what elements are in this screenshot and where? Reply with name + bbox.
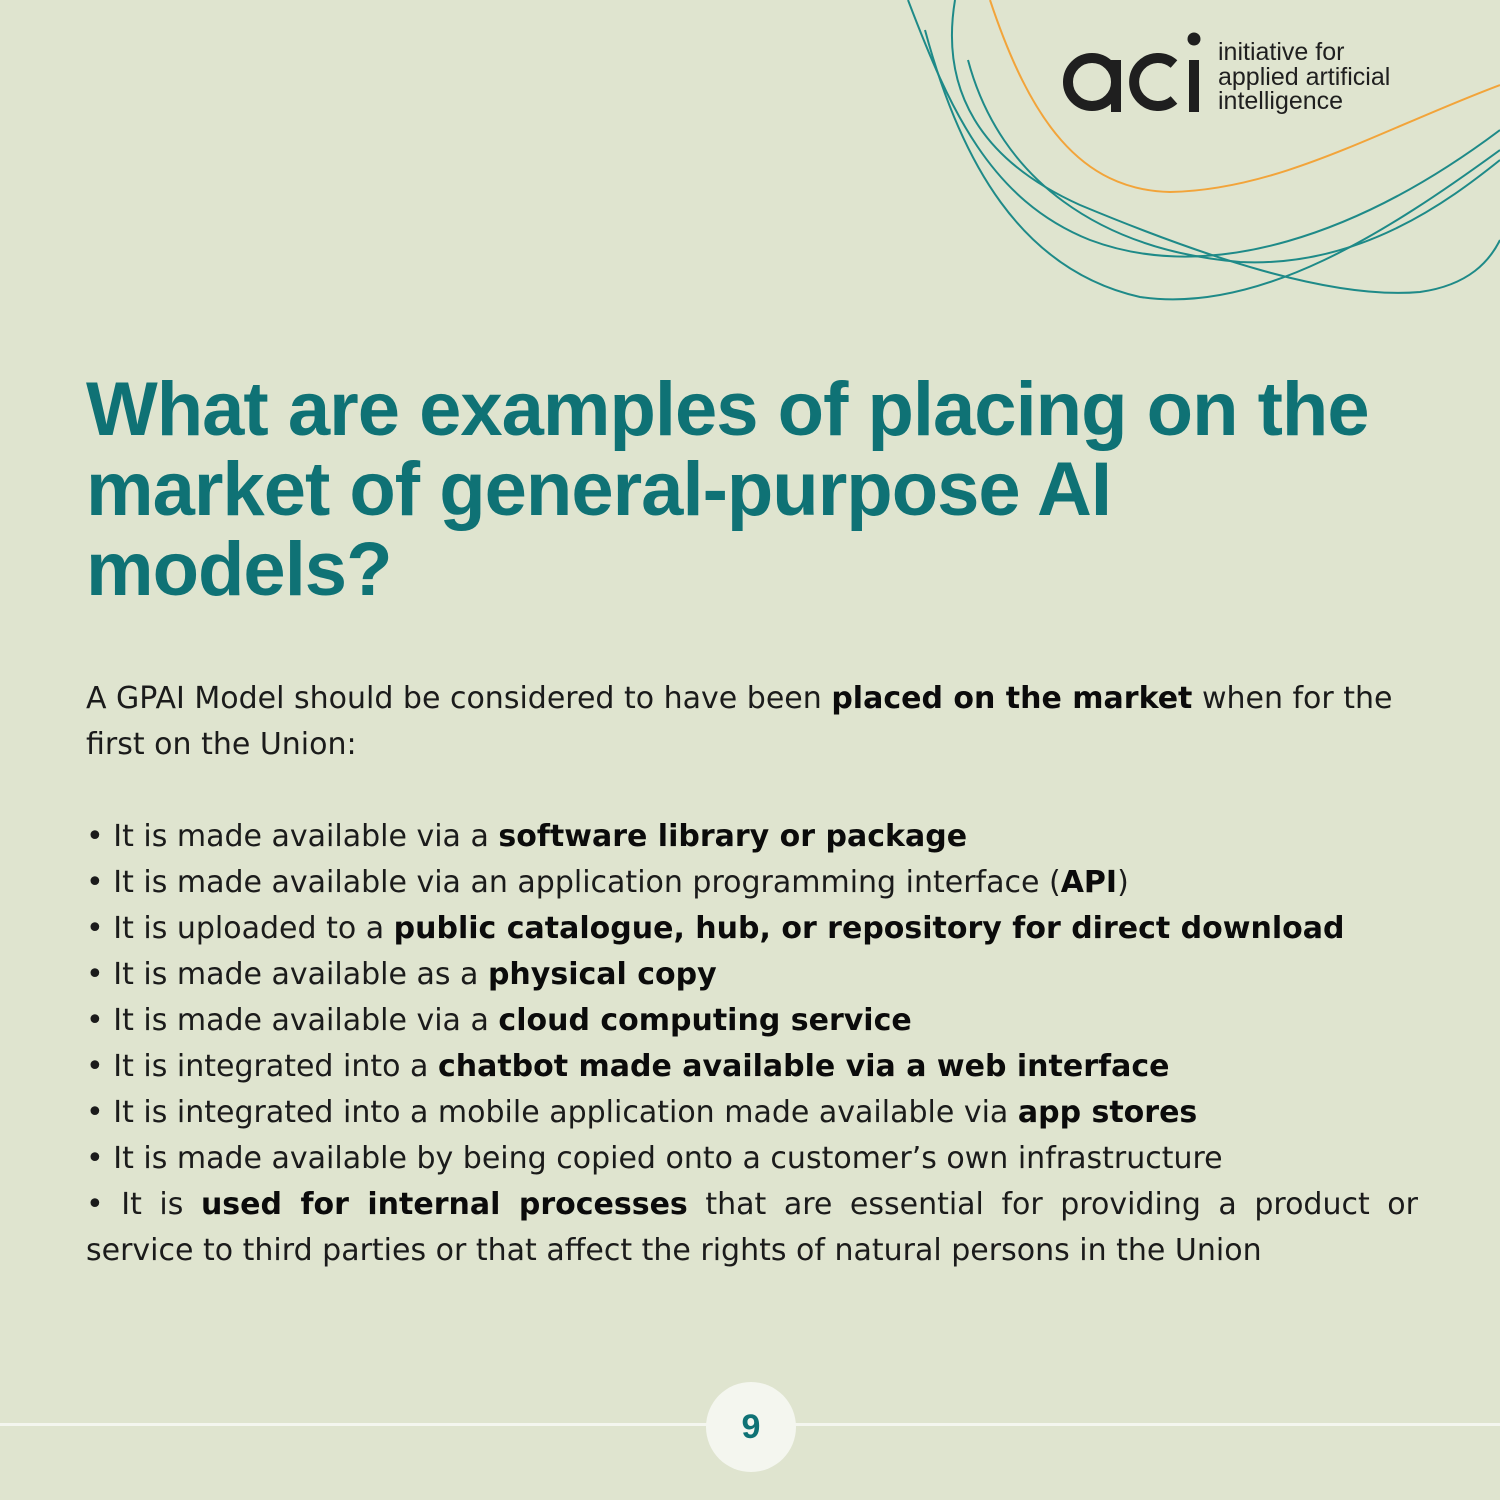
- bullet-emphasis: API: [1060, 865, 1118, 900]
- bullet-text: ): [1117, 865, 1129, 900]
- intro-text: A GPAI Model should be considered to have been: [86, 681, 832, 716]
- bullet-text: • It is made available via a: [86, 1003, 499, 1038]
- bullet-emphasis: app stores: [1017, 1095, 1198, 1130]
- bullet-text: • It is integrated into a: [86, 1049, 438, 1084]
- bullet-emphasis: cloud computing service: [498, 1003, 912, 1038]
- list-item: [86, 906, 1418, 952]
- logo-text: [1218, 40, 1390, 114]
- bullet-text: • It is integrated into a mobile application made available via: [86, 1095, 1018, 1130]
- bullet-emphasis: used for internal processes: [200, 1187, 688, 1222]
- list-item: [86, 860, 1418, 906]
- logo-text-line: initiative for: [1218, 38, 1345, 66]
- bullet-emphasis: chatbot made available via a web interface: [437, 1049, 1170, 1084]
- bullet-emphasis: public catalogue, hub, or repository for direct download: [393, 911, 1345, 946]
- list-item: [86, 814, 1418, 860]
- bullet-emphasis: physical copy: [487, 957, 717, 992]
- aci-logo-mark-icon: [1062, 30, 1204, 116]
- bullet-text: • It is made available via an application programming interface (: [86, 865, 1061, 900]
- list-item: [86, 1044, 1418, 1090]
- logo-text-line: intelligence: [1218, 87, 1344, 115]
- list-item: [86, 952, 1418, 998]
- page-title: What are examples of placing on the market of general-purpose AI models?: [86, 367, 1369, 612]
- bullet-emphasis: software library or package: [498, 819, 968, 854]
- page-number-badge: [706, 1382, 796, 1472]
- list-item: [86, 1136, 1418, 1182]
- bullet-text: • It is made available via a: [86, 819, 499, 854]
- body-content: [86, 676, 1418, 1274]
- page-number: 9: [741, 1407, 761, 1446]
- bullet-text: that are essential for providing a product or service to third parties or that affect the rights of natural persons in the Union: [86, 1187, 1418, 1268]
- bullet-text: • It is: [86, 1187, 201, 1222]
- intro-emphasis: placed on the market: [831, 681, 1193, 716]
- intro-text: when for the first on the Union:: [86, 681, 1393, 762]
- bullet-text: • It is made available as a: [86, 957, 488, 992]
- list-item: [86, 1182, 1418, 1274]
- list-item: [86, 1090, 1418, 1136]
- list-item: [86, 998, 1418, 1044]
- bullet-text: • It is made available by being copied onto a customer’s own infrastructure: [86, 1141, 1223, 1176]
- bullet-text: • It is uploaded to a: [86, 911, 394, 946]
- logo-text-line: applied artificial: [1218, 62, 1391, 91]
- aci-logo: [1062, 30, 1390, 116]
- bullet-list: [86, 814, 1418, 1274]
- intro-paragraph: [86, 676, 1418, 768]
